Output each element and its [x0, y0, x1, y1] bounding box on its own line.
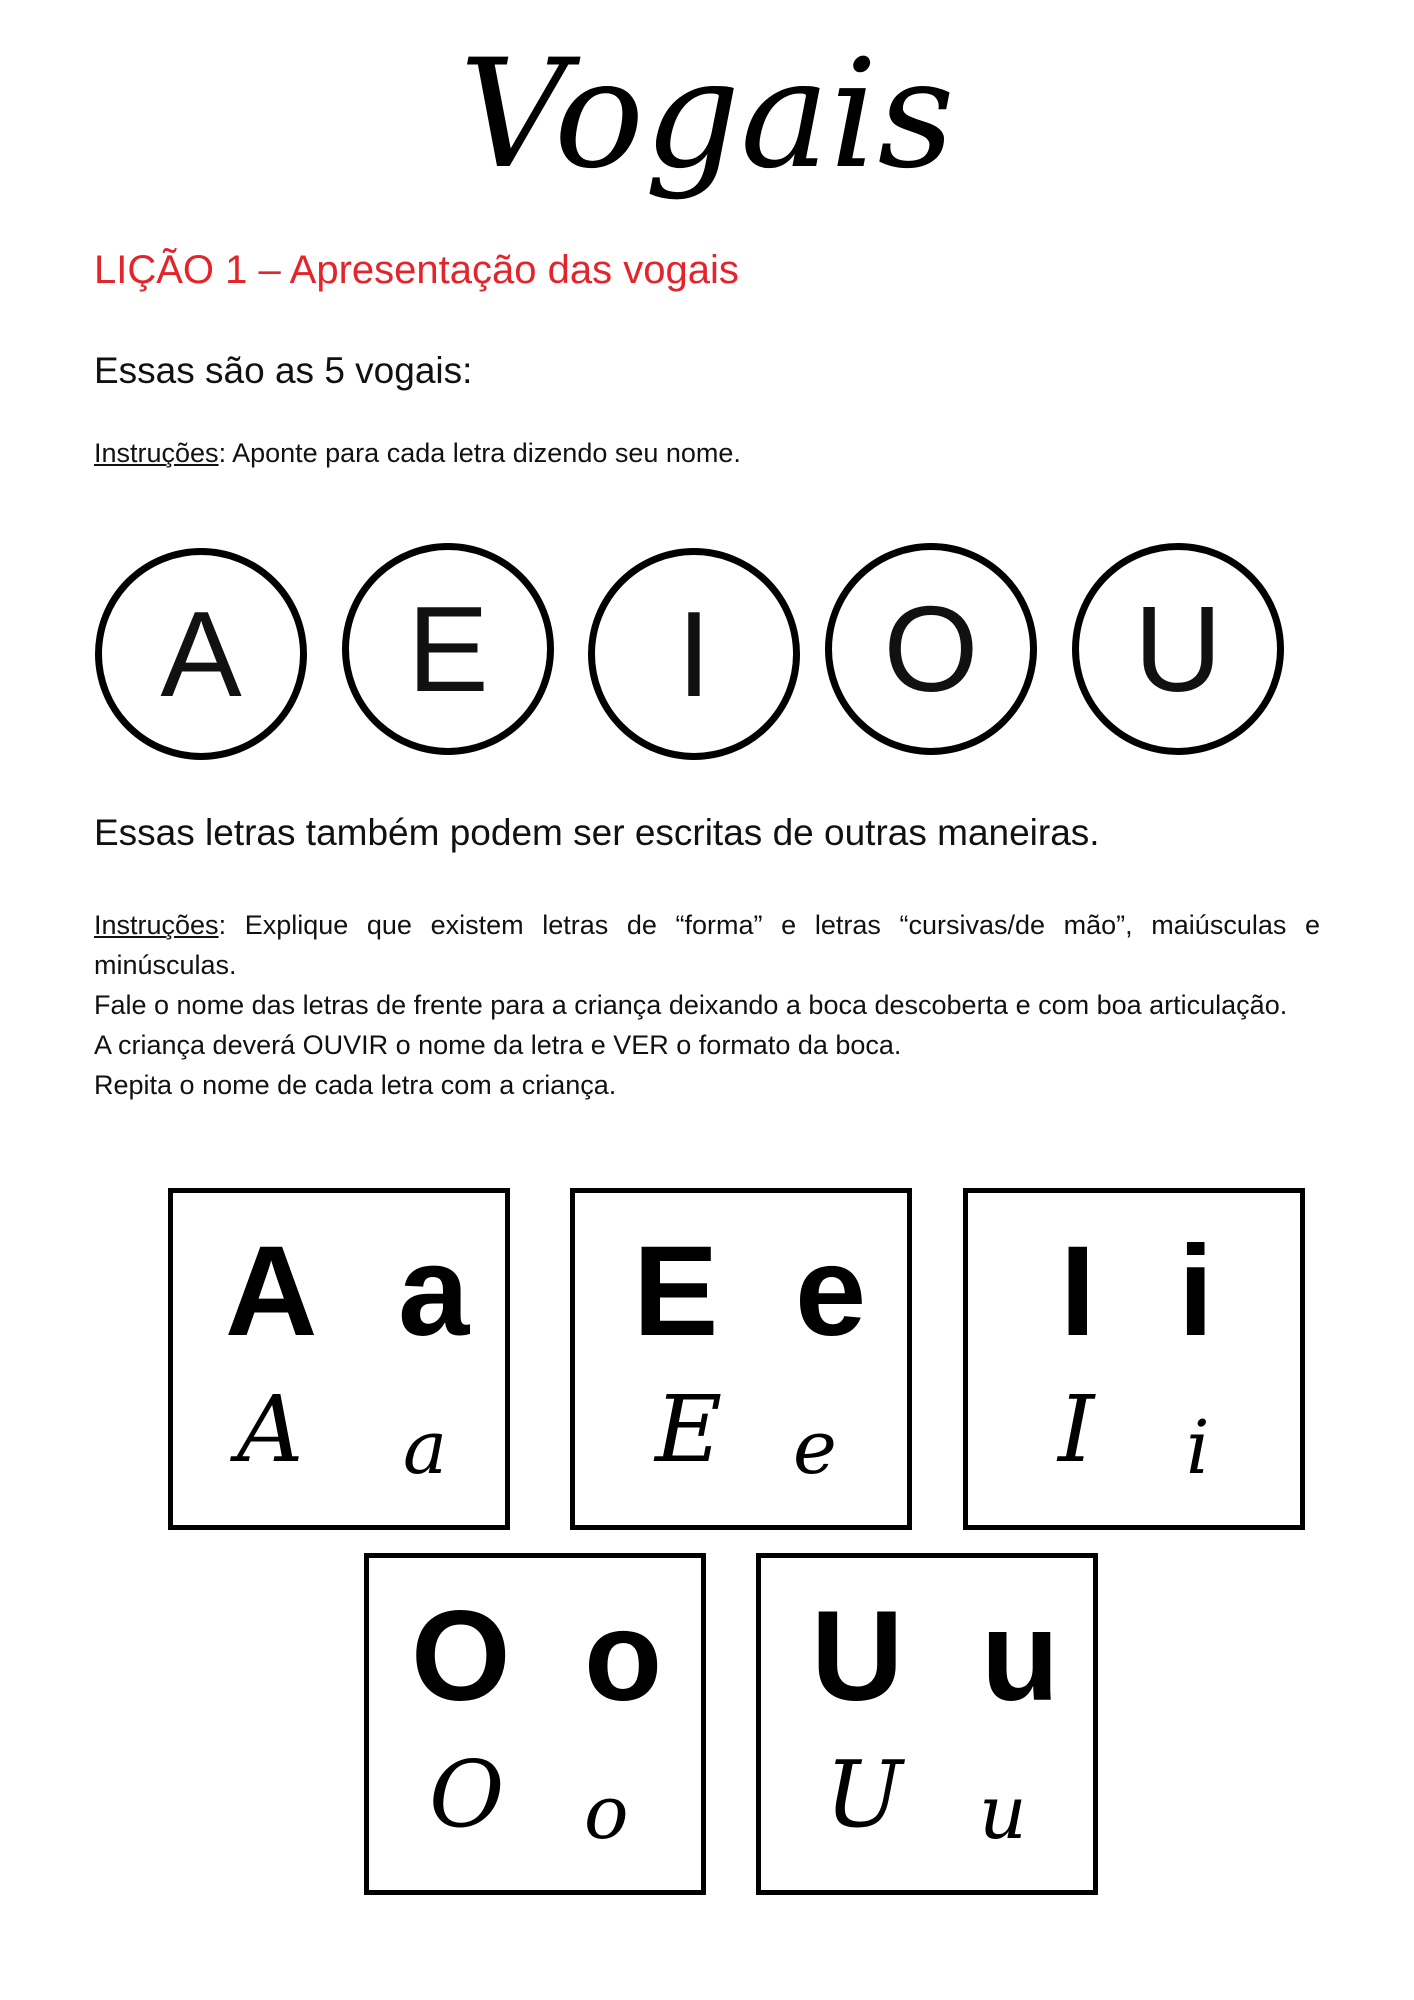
- cursive-lower-i: i: [1186, 1405, 1210, 1491]
- cursive-lower-u: u: [979, 1770, 1027, 1856]
- print-upper-o: O: [411, 1585, 511, 1728]
- letter-card-a: [168, 1188, 510, 1530]
- print-lower-i: i: [1178, 1220, 1214, 1363]
- other-ways-text: Essas letras também podem ser escritas de outras maneiras.: [94, 812, 1100, 853]
- print-upper-e: E: [633, 1220, 719, 1363]
- intro-text: Essas são as 5 vogais:: [94, 350, 473, 391]
- instructions-label: Instruções: [94, 910, 219, 940]
- cursive-lower-e: e: [793, 1405, 837, 1491]
- instructions-line-3: A criança deverá OUVIR o nome da letra e VER o formato da boca.: [94, 1030, 902, 1060]
- vowel-circle-a: A: [95, 548, 307, 760]
- cursive-upper-i: I: [1058, 1376, 1095, 1483]
- vowel-circle-i: I: [588, 548, 800, 760]
- cursive-upper-u: U: [825, 1741, 903, 1848]
- letter-card-i: [963, 1188, 1305, 1530]
- vowel-circle-u: U: [1072, 543, 1284, 755]
- instructions-1: [94, 433, 1320, 473]
- print-upper-i: I: [1060, 1220, 1096, 1363]
- instructions-text: : Aponte para cada letra dizendo seu nome.: [218, 438, 741, 468]
- letter-card-u: [756, 1553, 1098, 1895]
- print-lower-a: a: [398, 1220, 470, 1363]
- lesson-heading: LIÇÃO 1 – Apresentação das vogais: [94, 248, 739, 292]
- vowel-circle-o: O: [825, 543, 1037, 755]
- print-upper-u: U: [811, 1585, 904, 1728]
- print-lower-e: e: [795, 1220, 867, 1363]
- cursive-lower-o: o: [584, 1770, 629, 1856]
- cursive-lower-a: a: [403, 1405, 448, 1491]
- print-lower-u: u: [981, 1585, 1060, 1728]
- letter-card-o: [364, 1553, 706, 1895]
- cursive-upper-e: E: [655, 1376, 723, 1483]
- cursive-upper-a: A: [237, 1376, 304, 1483]
- instructions-line-2: Fale o nome das letras de frente para a criança deixando a boca descoberta e com boa articulação.: [94, 990, 1288, 1020]
- page-title: Vogais: [459, 28, 955, 202]
- instructions-line-4: Repita o nome de cada letra com a criança.: [94, 1070, 617, 1100]
- print-lower-o: o: [584, 1585, 663, 1728]
- instructions-label: Instruções: [94, 438, 219, 468]
- instructions-line-1: : Explique que existem letras de “forma” e letras “cursivas/de mão”, maiúsculas e minúsculas.: [94, 910, 1320, 980]
- cursive-upper-o: O: [429, 1741, 505, 1848]
- letter-card-e: [570, 1188, 912, 1530]
- print-upper-a: A: [225, 1220, 318, 1363]
- instructions-2: [94, 905, 1320, 1105]
- vowel-circle-e: E: [342, 543, 554, 755]
